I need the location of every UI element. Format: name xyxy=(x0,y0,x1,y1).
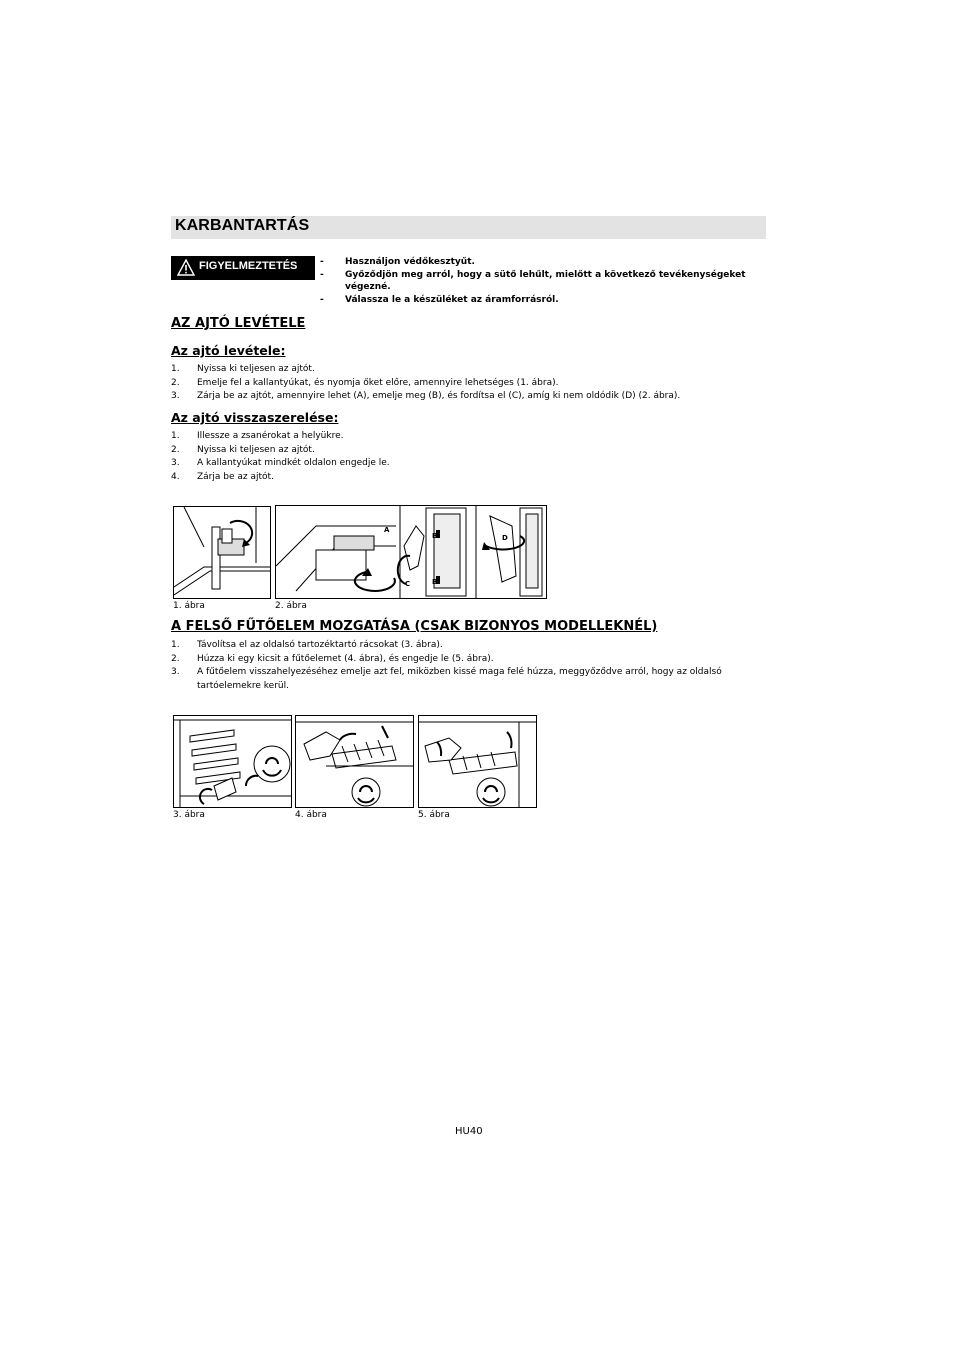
warning-list xyxy=(320,256,760,306)
list-item: 3. Zárja be az ajtót, amennyire lehet (A), emelje meg (B), és fordítsa el (C), amíg ki nem oldódik (D) (2. ábra). xyxy=(171,391,681,401)
figure-2-door-removal-illustration xyxy=(275,505,547,599)
door-removal-heading: Az ajtó levétele: xyxy=(171,343,286,358)
warning-triangle-icon xyxy=(177,259,195,276)
figure-label-b: B xyxy=(432,532,438,540)
list-item: 3. A fűtőelem visszahelyezéséhez emelje azt fel, miközben kissé maga felé húzza, meggyőződve arról, hogy az oldalsó tartóelemekre kerül. xyxy=(171,667,722,691)
figure-1-hinge-illustration xyxy=(173,506,271,599)
list-item: 3. A kallantyúkat mindkét oldalon engedje le. xyxy=(171,458,390,468)
warning-item: - Győződjön meg arról, hogy a sütő lehűlt, mielőtt a következő tevékenységeket végezné. xyxy=(320,269,746,292)
figure-1-caption: 1. ábra xyxy=(173,601,205,611)
list-item: 2. Emelje fel a kallantyúkat, és nyomja őket előre, amennyire lehetséges (1. ábra). xyxy=(171,377,559,388)
figure-label-d: D xyxy=(502,534,508,542)
warning-badge xyxy=(171,256,315,280)
page-number: HU40 xyxy=(455,1126,483,1137)
list-item: 1. Nyissa ki teljesen az ajtót. xyxy=(171,364,315,374)
list-item: 4. Zárja be az ajtót. xyxy=(171,471,274,482)
list-item: 2. Húzza ki egy kicsit a fűtőelemet (4. ábra), és engedje le (5. ábra). xyxy=(171,653,494,664)
door-refit-steps xyxy=(171,430,761,484)
door-removal-steps xyxy=(171,363,761,404)
figure-5-lower-heater-illustration xyxy=(418,715,537,808)
list-item: 1. Illessze a zsanérokat a helyükre. xyxy=(171,431,344,441)
figure-5-caption: 5. ábra xyxy=(418,810,450,820)
figure-label-a: A xyxy=(384,526,390,534)
list-item: 2. Nyissa ki teljesen az ajtót. xyxy=(171,444,315,455)
section-title-bar xyxy=(171,216,766,239)
section-title: KARBANTARTÁS xyxy=(175,217,310,234)
figure-3-side-rack-illustration xyxy=(173,715,292,808)
door-heading: AZ AJTÓ LEVÉTELE xyxy=(171,316,306,331)
figure-4-pull-heater-illustration xyxy=(295,715,414,808)
warning-item: - Használjon védőkesztyűt. xyxy=(320,257,475,267)
heater-steps xyxy=(171,639,761,693)
figure-label-c: C xyxy=(405,580,411,588)
figure-3-caption: 3. ábra xyxy=(173,810,205,820)
warning-label: FIGYELMEZTETÉS xyxy=(199,260,298,272)
figure-label-b2: B xyxy=(432,578,438,586)
door-refit-heading: Az ajtó visszaszerelése: xyxy=(171,410,339,425)
figure-4-caption: 4. ábra xyxy=(295,810,327,820)
list-item: 1. Távolítsa el az oldalsó tartozéktartó rácsokat (3. ábra). xyxy=(171,640,443,650)
heater-heading: A FELSŐ FŰTŐELEM MOZGATÁSA (CSAK BIZONYOS MODELLEKNÉL) xyxy=(171,619,658,634)
warning-item: - Válassza le a készüléket az áramforrásról. xyxy=(320,294,559,305)
figure-2-caption: 2. ábra xyxy=(275,601,307,611)
